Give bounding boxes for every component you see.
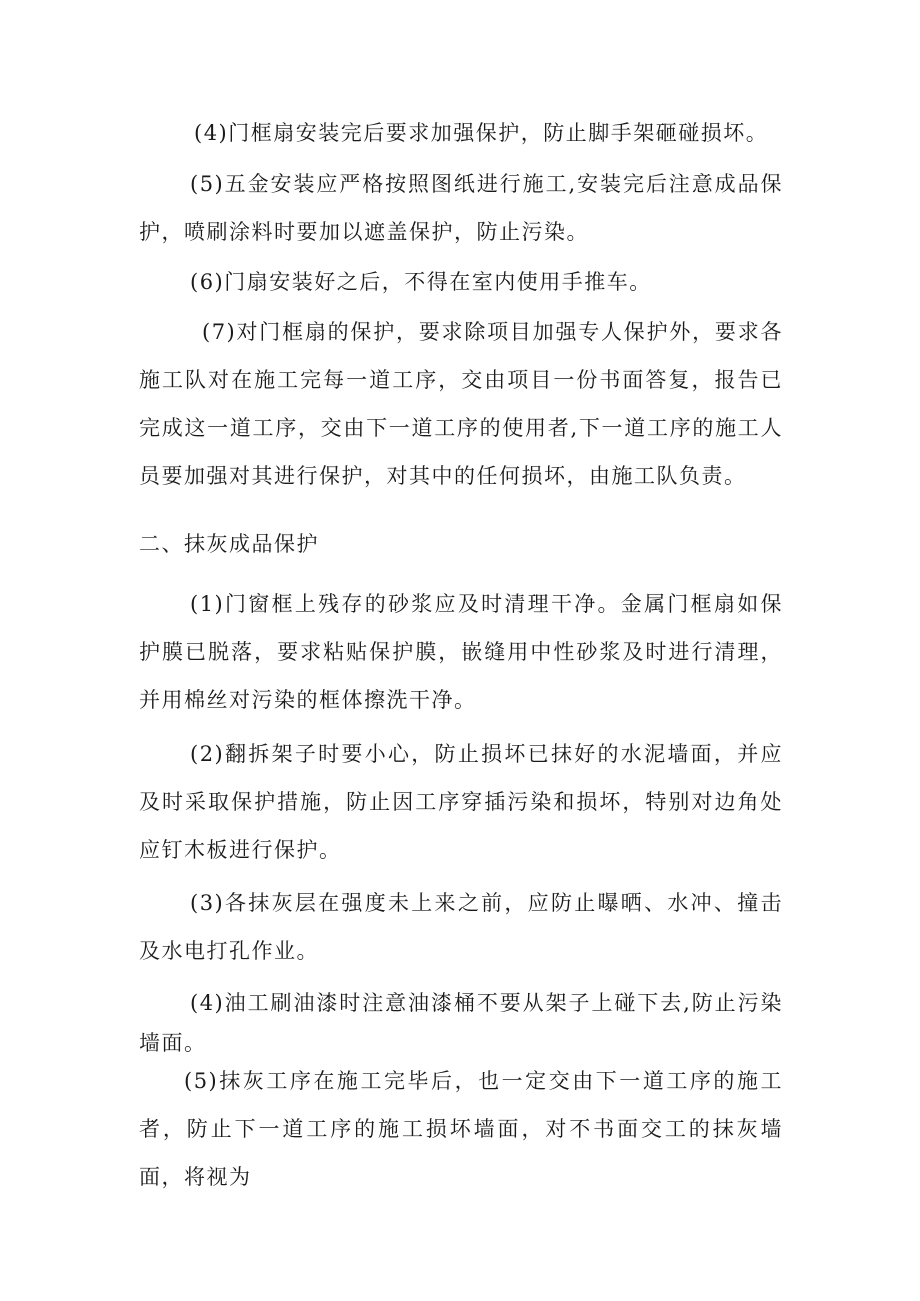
paragraph-mortar-cleanup: (1)门窗框上残存的砂浆应及时清理干净。金属门框扇如保护膜已脱落，要求粘贴保护膜，嵌缝用中性砂浆及时进行清理，并用棉丝对污染的框体擦洗干净。 — [139, 592, 783, 712]
paragraph-door-frame-handover: (7)对门框扇的保护，要求除项目加强专人保护外，要求各施工队对在施工完每一道工序，交由项目一份书面答复，报告已完成这一道工序，交由下一道工序的使用者,下一道工序的施工人员要加强对其进行保护，对其中的任何损坏，由施工队负责。 — [139, 320, 783, 488]
paragraph-paint-bucket: (4)油工刷油漆时注意油漆桶不要从架子上碰下去,防止污染墙面。 — [139, 991, 783, 1055]
section-heading: 二、抹灰成品保护 — [139, 532, 319, 556]
paragraph-plaster-handover: (5)抹灰工序在施工完毕后，也一定交由下一道工序的施工者，防止下一道工序的施工损坏墙面，对不书面交工的抹灰墙面，将视为 — [139, 1069, 783, 1189]
paragraph-plaster-curing: (3)各抹灰层在强度未上来之前，应防止曝晒、水冲、撞击及水电打孔作业。 — [139, 891, 783, 963]
paragraph-scaffold-removal: (2)翻拆架子时要小心，防止损坏已抹好的水泥墙面，并应及时采取保护措施，防止因工序穿插污染和损坏，特别对边角处应钉木板进行保护。 — [139, 742, 783, 862]
paragraph-hardware-installation: (5)五金安装应严格按照图纸进行施工,安装完后注意成品保护，喷刷涂料时要加以遮盖保护，防止污染。 — [139, 172, 783, 244]
paragraph-door-frame-protection: (4)门框扇安装完后要求加强保护，防止脚手架砸碰损坏。 — [194, 121, 769, 145]
paragraph-door-leaf-cart: (6)门扇安装好之后，不得在室内使用手推车。 — [190, 270, 652, 294]
